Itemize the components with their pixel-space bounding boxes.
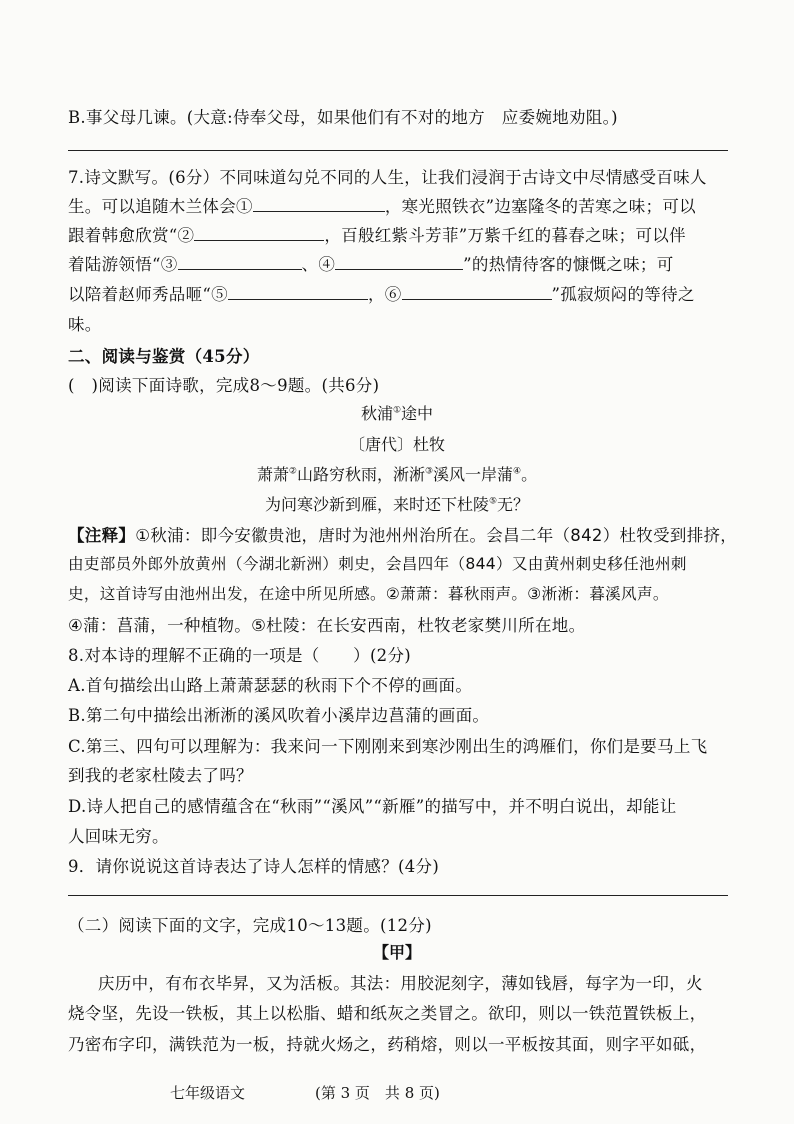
poem-line1: 萧萧②山路穷秋雨，淅淅③溪风一岸蒲④。: [256, 465, 538, 484]
q8-option-d-line1: D.诗人把自己的感情蕴含在“秋雨”“溪风”“新雁”的描写中，并不明白说出，却能让: [68, 797, 677, 816]
passage-line3: 乃密布字印，满铁范为一板，持就火炀之，药稍熔，则以一平板按其面，则字平如砥，: [68, 1035, 707, 1054]
notes-line1: 【注释】①秋浦：即今安徽贵池，唐时为池州州治所在。会昌二年（842）杜牧受到排挤，: [68, 526, 738, 545]
footer-page-number: (第 3 页 共 8 页): [315, 1084, 440, 1102]
q8-option-c-line2: 到我的老家杜陵去了吗？: [68, 766, 253, 785]
poem-author: 〔唐代〕杜牧: [348, 435, 445, 454]
blank-3[interactable]: [178, 254, 302, 270]
footer-subject: 七年级语文: [170, 1084, 246, 1102]
q7-line4: 着陆游领悟“③ 、④ ”的热情待客的慷慨之味；可: [68, 255, 674, 274]
notes-line3: 史，这首诗写由池州出发，在途中所见所感。②萧萧：暮秋雨声。③淅淅：暮溪风声。: [68, 585, 669, 603]
q7-line5: 以陪着赵师秀品咂“⑤ ，⑥ ”孤寂烦闷的等待之: [68, 285, 695, 304]
part2-intro: （二）阅读下面的文字，完成10～13题。(12分): [68, 916, 432, 935]
q8-option-b: B.第二句中描绘出淅淅的溪风吹着小溪岸边菖蒲的画面。: [68, 706, 490, 725]
passage-jia-label: 【甲】: [372, 943, 421, 962]
q9-stem: 9．请你说说这首诗表达了诗人怎样的情感？(4分): [68, 857, 440, 876]
section2-title: 二、阅读与鉴赏（45分）: [68, 347, 260, 366]
poem-title: 秋浦①途中: [360, 404, 434, 423]
notes-line4: ④蒲：菖蒲，一种植物。⑤杜陵：在长安西南，杜牧老家樊川所在地。: [68, 616, 586, 635]
q7-line3: 跟着韩愈欣赏“② ，百般红紫斗芳菲”万紫千红的暮春之味；可以伴: [68, 226, 686, 245]
blank-1[interactable]: [253, 196, 385, 212]
q7-line2: 生。可以追随木兰体会① ，寒光照铁衣”边塞隆冬的苦寒之味；可以: [68, 197, 696, 216]
blank-2[interactable]: [194, 225, 324, 241]
q7-line6: 味。: [68, 315, 102, 334]
passage-line1: 庆历中，有布衣毕昇，又为活板。其法：用胶泥刻字，薄如钱唇，每字为一印，火: [98, 974, 703, 993]
blank-6[interactable]: [402, 284, 552, 300]
poem-line2: 为问寒沙新到雁，来时还下杜陵⑤无？: [264, 495, 530, 514]
q8-stem: 8.对本诗的理解不正确的一项是（ ）(2分): [68, 646, 412, 665]
q8-option-a: A.首句描绘出山路上萧萧瑟瑟的秋雨下个不停的画面。: [68, 676, 473, 695]
part1-intro: ( )阅读下面诗歌，完成8～9题。(共6分): [68, 376, 380, 395]
q8-option-d-line2: 人回味无穷。: [68, 827, 169, 846]
notes-line2: 由吏部员外郎外放黄州（今湖北新洲）刺史，会昌四年（844）又由黄州刺史移任池州刺: [68, 555, 687, 573]
blank-4[interactable]: [335, 254, 463, 270]
answer-line: [68, 895, 728, 896]
passage-line2: 烧令坚，先设一铁板，其上以松脂、蜡和纸灰之类冒之。欲印，则以一铁范置铁板上，: [68, 1004, 707, 1023]
q7-line1: 7.诗文默写。(6分）不同味道勾兑不同的人生，让我们浸润于古诗文中尽情感受百味人: [68, 168, 707, 187]
q6-option-b: B.事父母几谏。(大意:侍奉父母，如果他们有不对的地方 应委婉地劝阻。): [68, 108, 618, 127]
answer-line: [68, 150, 728, 151]
blank-5[interactable]: [228, 284, 368, 300]
q8-option-c-line1: C.第三、四句可以理解为：我来问一下刚刚来到寒沙刚出生的鸿雁们，你们是要马上飞: [68, 737, 708, 756]
